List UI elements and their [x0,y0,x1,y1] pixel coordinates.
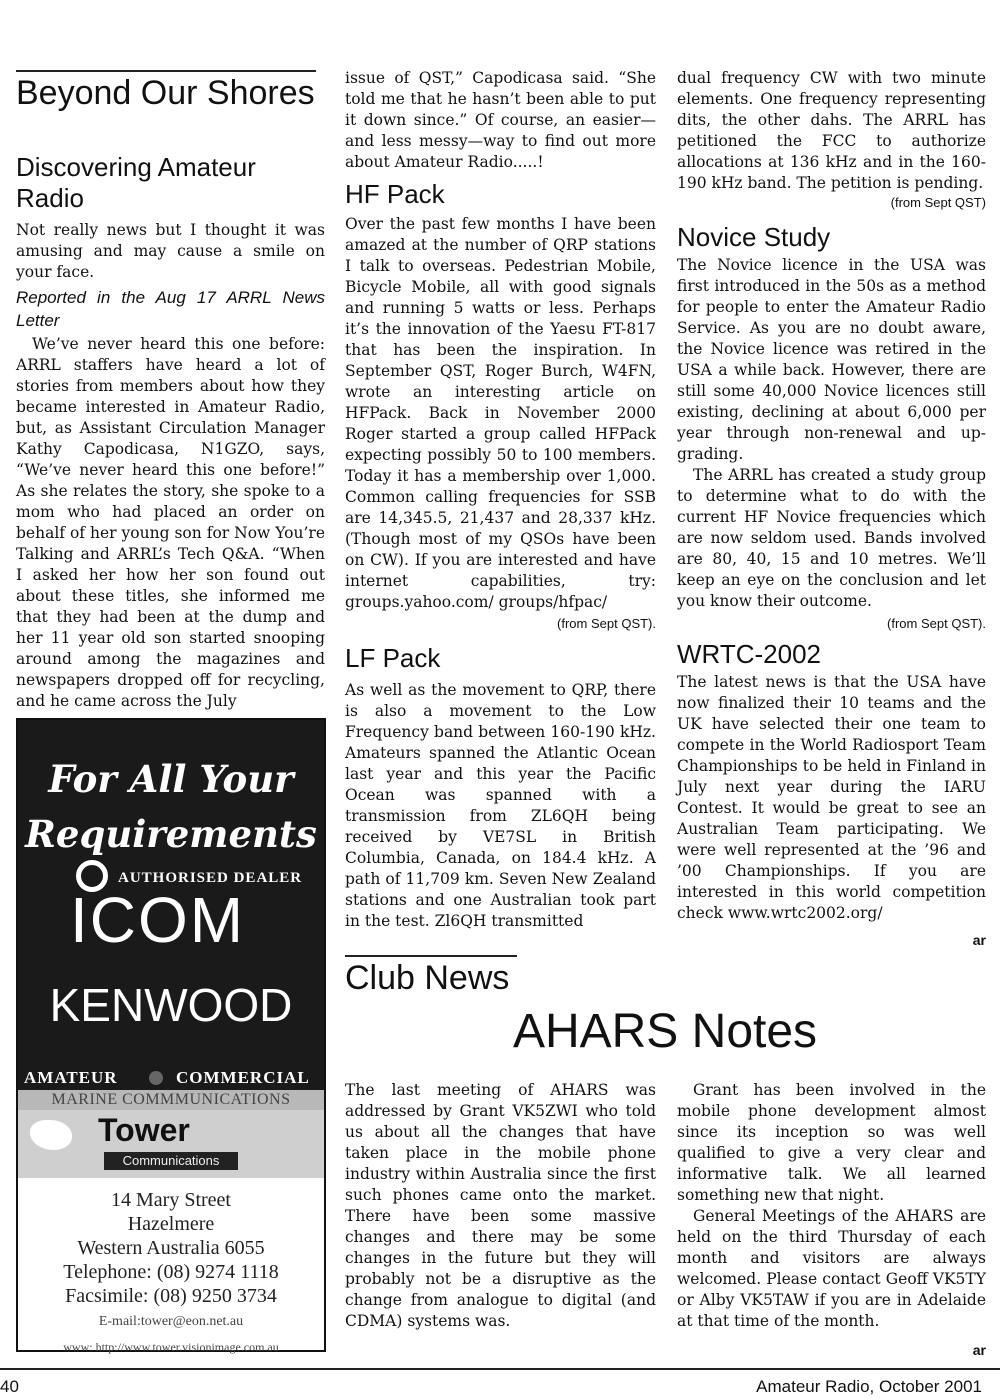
ad-address-line2: Hazelmere [127,1213,215,1235]
article-intro: Not really news but I thought it was amusing and may cause a smile on your face. [16,221,325,281]
ahars-right-p2: General Meetings of the AHARS are held on the third Thursday of each month and visitors are always welcomed. Please contact Geoff VK5TY or Alby VK5TAW if you are in Adelaide at that time of the month. [677,1207,986,1330]
ad-headline: For All Your Requirements [25,757,317,856]
novice-study-p1: The Novice licence in the USA was first introduced in the 50s as a method for people to enter the Amateur Radio Service. As you are no doubt aware, the Novice licence was retired in the USA a while back. However, there are still some 40,000 Novice licences still existing, declining at about 6,000 per year through non-renewal and up-grading. [677,256,986,464]
end-mark: ar [972,932,986,949]
tower-logo-sub: Communications [104,1152,238,1170]
ad-commercial: COMMERCIAL [176,1068,310,1087]
ahars-end-mark: ar [972,1342,986,1358]
tower-logo: Tower [98,1112,190,1148]
continued-source: (from Sept QST) [890,195,986,210]
novice-study-title: Novice Study [677,222,831,252]
ahars-left-column [345,1080,656,1332]
ad-address-line1: 14 Mary Street [111,1189,231,1211]
ad-email: E-mail:tower@eon.net.au [98,1314,244,1329]
article-title: Discovering Amateur Radio [16,152,256,213]
ad-amateur: AMATEUR [24,1068,118,1087]
wrtc-body: The latest news is that the USA have now finalized their 10 teams and the UK have selected their one team to compete in the World Radiosport Team Championships to be held in Finland in July next year during the IARU Contest. It would be great to see an Australian Team participating. We were well represented at the ’96 and ’00 Championships. If you are interested in this world competition check www.wrtc2002.org/ [677,673,986,923]
ad-address-line3: Western Australia 6055 [77,1237,265,1259]
magazine-issue: Amateur Radio, October 2001 [756,1377,982,1396]
ad-website: www: http://www.tower.visionimage.com.au [63,1340,279,1354]
page-number: 40 [0,1377,19,1396]
ad-bullet-icon [149,1071,163,1085]
australia-map-icon [30,1120,72,1150]
column-2 [345,68,656,932]
article-discovering-amateur-radio [16,152,325,712]
ad-dealer: AUTHORISED DEALER [118,870,303,886]
section-heading-beyond-our-shores: Beyond Our Shores [16,70,316,110]
ad-facsimile: Facsimile: (08) 9250 3734 [65,1285,277,1307]
continued-text-col3: dual frequency CW with two minute elements. One frequency representing dits, the other dahs. The ARRL has petitioned the FCC to authorize allocations at 136 kHz and in the 160-190 kHz band. The petition is pending. [677,69,986,192]
hf-pack-source: (from Sept QST). [557,616,656,632]
novice-study-p2: The ARRL has created a study group to determine what to do with the current HF Novice frequencies which are now seldom used. Bands involved are 80, 40, 15 and 10 metres. We’ll keep an eye on the conclusion and let you know their outcome. [677,466,986,611]
article-body: We’ve never heard this one before: ARRL staffers have heard a lot of stories from members about how they became interested in Amateur Radio, but, as Assistant Circulation Manager Kathy Capodicasa, N1GZO, says, “We’ve never heard this one before!” As she relates the story, she spoke to a mom who had placed an order on behalf of her young son for Now You’re Talking and ARRL’s Tech Q&A. “When I asked her how her son found out about these titles, she informed me that they had been at the dump and her 11 year old son started snooping around among the magazines and newspapers dropped off for recycling, and he came across the July [16,335,325,710]
article-source: Reported in the Aug 17 ARRL News Letter [16,288,325,330]
tower-communications-advert [16,718,326,1352]
kenwood-logo: KENWOOD [49,979,293,1031]
continued-text: issue of QST,” Capodicasa said. “She told me that he hasn’t been able to put it down since.” Of course, an easier—and less messy—way to find out more about Amateur Radio.....! [345,69,656,171]
section-heading-club-news: Club News [345,955,517,995]
ad-marine: MARINE COMMMUNICATIONS [18,1090,324,1110]
wrtc-title: WRTC-2002 [677,639,822,670]
ahars-right-column [677,1080,986,1361]
footer-rule [0,1368,1000,1370]
ad-telephone: Telephone: (08) 9274 1118 [63,1261,279,1283]
icom-logo: ICOM [70,884,246,956]
hf-pack-body: Over the past few months I have been amazed at the number of QRP stations I talk to overseas. Pedestrian Mobile, Bicycle Mobile, all with good signals and running 5 watts or less. Perhaps it’s the innovation of the Yaesu FT-817 that has been the inspiration. In September QST, Roger Burch, W4FN, wrote an interesting article on HFPack. Back in November 2000 Roger started a group called HFPack expecting possibly 50 to 100 members. Today it has a membership over 1,000. Common calling frequencies for SSB are 14,345.5, 21,437 and 28,337 kHz. (Though most of my QSOs have been on CW). If you are interested and have internet capabilities, try: groups.yahoo.com/ groups/hfpac/ [345,215,656,612]
ahars-left-body: The last meeting of AHARS was addressed by Grant VK5ZWI who told us about all the changes that have taken place in the mobile phone industry within Australia since the first such phones came onto the market. There have been some massive changes and there may be some changes in the future but they will probably not be a disruptive as the change from analogue to digital (and CDMA) systems was. [345,1081,656,1330]
ahars-right-p1: Grant has been involved in the mobile phone development almost since its inception so was well qualified to give a very clear and informative talk. We all learned something new that night. [677,1081,986,1204]
lf-pack-body: As well as the movement to QRP, there is also a movement to the Low Frequency band between 160-190 kHz. Amateurs spanned the Atlantic Ocean last year and this year the Pacific Ocean was spanned with a transmission from ZL6QH being received by VE7SL in British Columbia, Canada, on 184.4 kHz. A path of 11,709 km. Seven New Zealand stations and one Australian took part in the test. Zl6QH transmitted [345,681,656,931]
lf-pack-title: LF Pack [345,643,441,674]
novice-study-source: (from Sept QST). [887,616,986,632]
column-3 [677,68,986,951]
hf-pack-title: HF Pack [345,179,445,209]
ahars-notes-title: AHARS Notes [512,1005,818,1058]
